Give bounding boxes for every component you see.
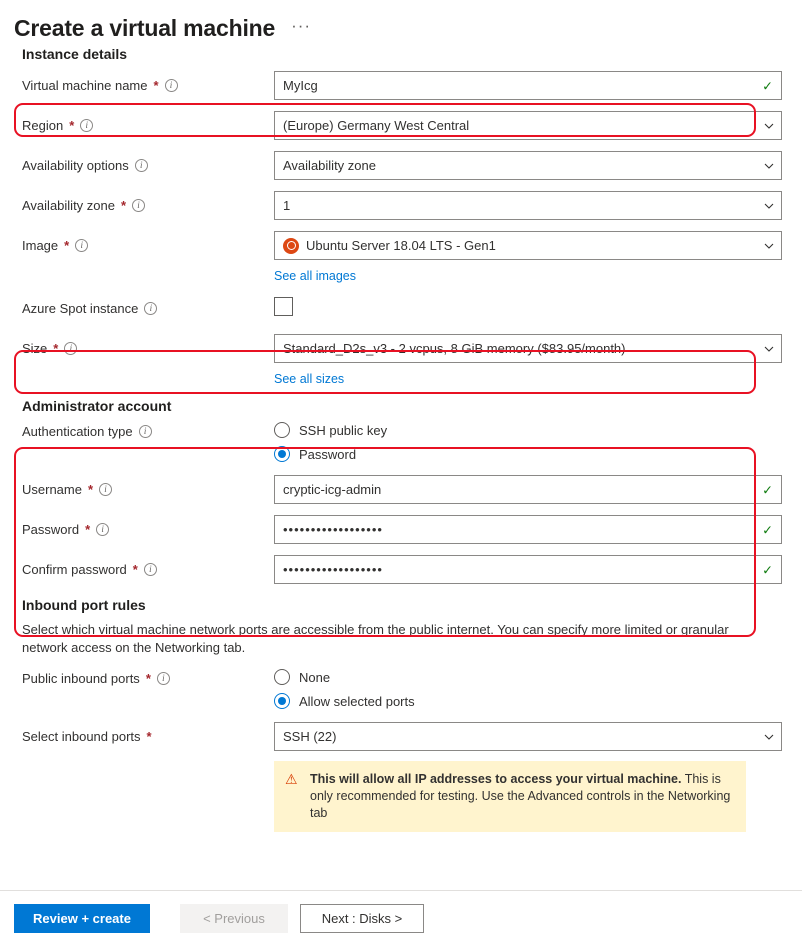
authentication-type-radio-group	[274, 422, 782, 462]
inbound-port-rules-description: Select which virtual machine network ports are accessible from the public internet. You can specify more limited or granular network access on the Networking tab.	[22, 622, 729, 655]
radio-button-selected[interactable]	[274, 446, 290, 462]
field-region	[274, 111, 782, 140]
row-password	[22, 514, 782, 545]
image-value: Ubuntu Server 18.04 LTS - Gen1	[306, 238, 496, 253]
review-create-button[interactable]: Review + create	[14, 904, 150, 933]
valid-check-icon: ✓	[762, 78, 773, 93]
required-marker: *	[153, 78, 159, 93]
field-authentication-type	[274, 422, 782, 462]
label-text: Select inbound ports	[22, 729, 141, 744]
label-text: Public inbound ports	[22, 671, 140, 686]
see-all-sizes-row	[274, 369, 782, 388]
label-text: Size	[22, 341, 48, 356]
radio-label: None	[299, 669, 331, 685]
vm-name-input[interactable]: MyIcg	[274, 71, 782, 100]
row-size	[22, 333, 782, 364]
row-virtual-machine-name	[22, 70, 782, 101]
next-disks-button[interactable]: Next : Disks >	[300, 904, 424, 933]
radio-button[interactable]	[274, 669, 290, 685]
required-marker: *	[132, 562, 138, 577]
field-availability-options	[274, 151, 782, 180]
select-inbound-ports-select[interactable]: SSH (22)	[274, 722, 782, 751]
label-availability-zone	[22, 198, 274, 213]
radio-label: SSH public key	[299, 422, 388, 438]
row-region	[22, 110, 782, 141]
label-text: Authentication type	[22, 424, 133, 439]
required-marker: *	[146, 729, 152, 744]
size-select[interactable]: Standard_D2s_v3 - 2 vcpus, 8 GiB memory ($83.95/month)	[274, 334, 782, 363]
label-text: Password	[22, 522, 80, 537]
info-icon[interactable]: i	[99, 483, 112, 496]
previous-button[interactable]: < Previous	[180, 904, 288, 933]
label-text: Virtual machine name	[22, 78, 148, 93]
field-username	[274, 475, 782, 504]
see-all-images-link[interactable]: See all images	[274, 269, 356, 283]
row-select-inbound-ports	[22, 721, 782, 752]
field-size	[274, 334, 782, 363]
radio-option-ssh-public-key[interactable]	[274, 422, 782, 438]
label-text: Image	[22, 238, 59, 253]
row-image	[22, 230, 782, 261]
radio-label: Allow selected ports	[299, 693, 415, 709]
warning-rest-text: This is only recommended for testing. Use the Advanced controls in the Networking tab	[310, 772, 731, 820]
info-icon[interactable]: i	[144, 302, 157, 315]
radio-button-selected[interactable]	[274, 693, 290, 709]
required-marker: *	[87, 482, 94, 497]
label-username	[22, 482, 274, 497]
availability-zone-select[interactable]: 1	[274, 191, 782, 220]
section-title-instance-details: Instance details	[22, 46, 128, 62]
valid-check-icon: ✓	[762, 562, 773, 577]
region-select[interactable]: (Europe) Germany West Central	[274, 111, 782, 140]
label-region	[22, 118, 274, 133]
field-azure-spot-instance	[274, 297, 782, 321]
confirm-password-input[interactable]: ••••••••••••••••••	[274, 555, 782, 584]
info-icon[interactable]: i	[96, 523, 109, 536]
see-all-images-row	[274, 266, 782, 285]
inbound-ports-warning	[274, 761, 746, 832]
radio-button[interactable]	[274, 422, 290, 438]
warning-bold-text: This will allow all IP addresses to access your virtual machine.	[310, 772, 682, 786]
label-confirm-password	[22, 562, 274, 577]
label-image	[22, 238, 274, 253]
image-select[interactable]	[274, 231, 782, 260]
form-content	[0, 46, 802, 832]
field-public-inbound-ports	[274, 669, 782, 709]
public-inbound-ports-radio-group	[274, 669, 782, 709]
field-select-inbound-ports	[274, 722, 782, 751]
label-availability-options	[22, 158, 274, 173]
see-all-sizes-link[interactable]: See all sizes	[274, 372, 345, 386]
valid-check-icon: ✓	[762, 522, 773, 537]
info-icon[interactable]: i	[165, 79, 178, 92]
field-password	[274, 515, 782, 544]
row-confirm-password	[22, 554, 782, 585]
label-text: Availability options	[22, 158, 129, 173]
required-marker: *	[145, 671, 151, 686]
info-icon[interactable]: i	[135, 159, 148, 172]
info-icon[interactable]: i	[75, 239, 88, 252]
radio-option-password[interactable]	[274, 446, 782, 462]
label-text: Availability zone	[22, 198, 115, 213]
warning-icon: ⚠	[285, 771, 298, 787]
radio-option-allow-selected-ports[interactable]	[274, 693, 782, 709]
page-header	[0, 0, 802, 46]
label-text: Username	[22, 482, 82, 497]
info-icon[interactable]: i	[132, 199, 145, 212]
label-text: Region	[22, 118, 64, 133]
row-availability-zone	[22, 190, 782, 221]
label-select-inbound-ports	[22, 729, 274, 744]
label-public-inbound-ports	[22, 669, 274, 686]
availability-options-select[interactable]: Availability zone	[274, 151, 782, 180]
ubuntu-icon	[283, 238, 299, 254]
password-input[interactable]: ••••••••••••••••••	[274, 515, 782, 544]
row-username	[22, 474, 782, 505]
field-availability-zone	[274, 191, 782, 220]
info-icon[interactable]: i	[139, 425, 152, 438]
section-title-inbound-port-rules: Inbound port rules	[22, 597, 146, 613]
required-marker: *	[64, 238, 70, 253]
section-title-administrator-account: Administrator account	[22, 398, 172, 414]
valid-check-icon: ✓	[762, 482, 773, 497]
label-text: Confirm password	[22, 562, 127, 577]
footer-bar	[0, 890, 802, 946]
row-public-inbound-ports	[22, 669, 782, 709]
required-marker: *	[120, 198, 127, 213]
info-icon[interactable]: i	[64, 342, 77, 355]
radio-label: Password	[299, 446, 357, 462]
required-marker: *	[53, 341, 59, 356]
warning-text	[310, 771, 735, 822]
field-image	[274, 231, 782, 260]
required-marker: *	[85, 522, 91, 537]
row-azure-spot-instance	[22, 293, 782, 324]
info-icon[interactable]: i	[80, 119, 93, 132]
label-authentication-type	[22, 422, 274, 439]
username-input[interactable]: cryptic-icg-admin	[274, 475, 782, 504]
row-availability-options	[22, 150, 782, 181]
required-marker: *	[69, 118, 75, 133]
label-text: Azure Spot instance	[22, 301, 139, 316]
radio-option-none[interactable]	[274, 669, 782, 685]
label-password	[22, 522, 274, 537]
info-icon[interactable]: i	[157, 672, 170, 685]
azure-spot-checkbox[interactable]	[274, 297, 293, 316]
label-azure-spot-instance	[22, 301, 274, 316]
info-icon[interactable]: i	[144, 563, 157, 576]
row-authentication-type	[22, 422, 782, 462]
more-options-icon[interactable]: ···	[291, 15, 312, 35]
page-title: Create a virtual machine	[14, 14, 276, 41]
field-virtual-machine-name	[274, 71, 782, 100]
label-virtual-machine-name	[22, 78, 274, 93]
field-confirm-password	[274, 555, 782, 584]
label-size	[22, 341, 274, 356]
